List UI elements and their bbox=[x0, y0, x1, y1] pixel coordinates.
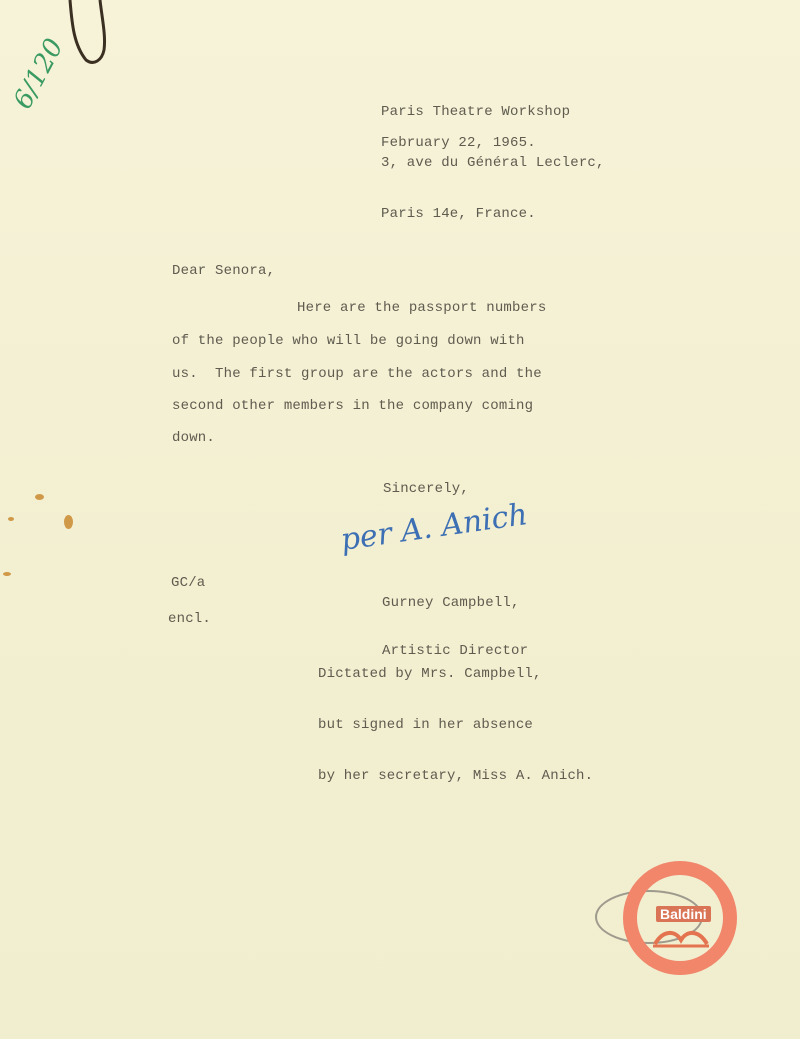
address-line-1: Paris Theatre Workshop bbox=[381, 104, 571, 120]
dictation-note bbox=[318, 632, 593, 819]
ink-blot bbox=[3, 572, 11, 576]
salutation: Dear Senora, bbox=[172, 263, 276, 279]
book-icon bbox=[651, 926, 711, 948]
handwritten-annotation: 6/120 bbox=[8, 33, 70, 115]
signatory-name: Gurney Campbell, bbox=[382, 595, 520, 611]
handwritten-signature: per A. Anich bbox=[338, 497, 530, 558]
body-line-4: second other members in the company coming bbox=[172, 398, 534, 414]
dictation-line-1: Dictated by Mrs. Campbell, bbox=[318, 666, 542, 682]
sender-address bbox=[381, 70, 605, 257]
dictation-line-3: by her secretary, Miss A. Anich. bbox=[318, 768, 594, 784]
body-line-2: of the people who will be going down with bbox=[172, 333, 525, 349]
address-line-2: 3, ave du Général Leclerc, bbox=[381, 155, 605, 171]
ink-blot bbox=[35, 494, 44, 500]
ink-blot bbox=[64, 515, 73, 529]
closing: Sincerely, bbox=[383, 481, 470, 497]
letter-date: February 22, 1965. bbox=[381, 135, 536, 151]
archive-stamp-label: Baldini bbox=[656, 906, 711, 922]
ink-blot bbox=[8, 517, 14, 521]
enclosure-note: encl. bbox=[168, 611, 212, 627]
dictation-line-2: but signed in her absence bbox=[318, 717, 534, 733]
body-line-3: us. The first group are the actors and the bbox=[172, 366, 542, 382]
body-line-5: down. bbox=[172, 430, 216, 446]
signatory-title: Artistic Director bbox=[382, 643, 529, 659]
pencil-mark bbox=[62, 0, 112, 70]
body-line-1: Here are the passport numbers bbox=[297, 300, 547, 316]
address-line-3: Paris 14e, France. bbox=[381, 206, 536, 222]
reference-initials: GC/a bbox=[171, 575, 206, 591]
